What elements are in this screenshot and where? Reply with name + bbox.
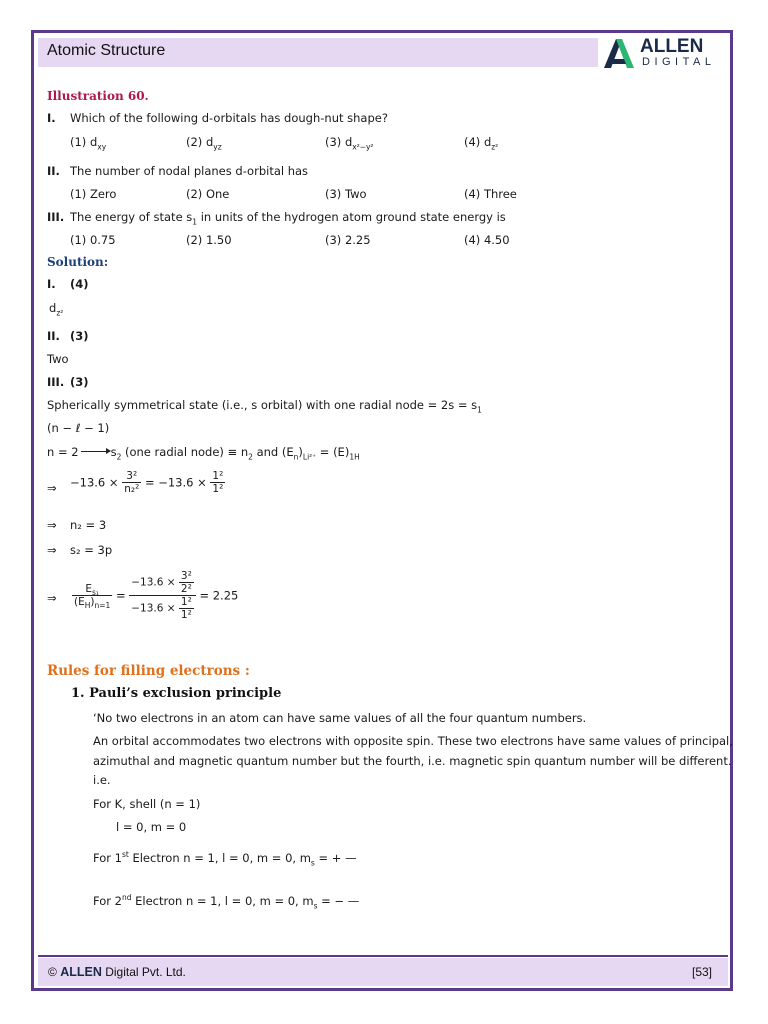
implies-3-icon: ⇒ bbox=[47, 543, 57, 557]
p7-b: Electron n = 1, l = 0, m = 0, m bbox=[128, 851, 311, 865]
q3-text-b: in units of the hydrogen atom ground state energy is bbox=[197, 210, 506, 224]
allen-logo-icon bbox=[602, 37, 638, 69]
solution-line-2: (n − ℓ − 1) bbox=[47, 421, 110, 435]
eq4-equals: = bbox=[115, 588, 126, 603]
q1-option-1-label: (1) d bbox=[70, 135, 98, 149]
eq4-bot: −13.6 × bbox=[131, 602, 176, 615]
solution-line-1-text: Spherically symmetrical state (i.e., s orbital) with one radial node = 2s = s bbox=[47, 398, 478, 412]
line3-b-sub: 2 bbox=[116, 452, 122, 462]
pauli-paragraph-1: ‘No two electrons in an atom can have same values of all the four quantum numbers. bbox=[93, 711, 587, 725]
line3-d: and (E bbox=[252, 445, 294, 459]
q1-option-3-label: (3) d bbox=[325, 135, 353, 149]
eq1-den-2: 1² bbox=[212, 483, 224, 495]
q3-text-sub: 1 bbox=[192, 217, 198, 227]
solution-line-1 bbox=[47, 398, 482, 415]
long-right-arrow-icon bbox=[81, 451, 109, 452]
eq4-den-b: ) bbox=[90, 596, 95, 608]
footer-company: Digital Pvt. Ltd. bbox=[101, 965, 186, 979]
question-3-number: III. bbox=[47, 210, 65, 224]
eq1-num-1: 3² bbox=[122, 470, 141, 483]
line3-e: ) bbox=[298, 445, 303, 459]
pauli-quantum-lm: l = 0, m = 0 bbox=[116, 820, 187, 834]
line3-c: (one radial node) ≡ n bbox=[121, 445, 249, 459]
eq4-rhs-den bbox=[129, 596, 196, 621]
q3-option-4: (4) 4.50 bbox=[464, 233, 510, 247]
eq4-lhs-den bbox=[72, 596, 112, 611]
equation-3: s₂ = 3p bbox=[70, 543, 113, 557]
page-title: Atomic Structure bbox=[47, 42, 166, 59]
illustration-heading: Illustration 60. bbox=[47, 89, 149, 103]
question-2-text: The number of nodal planes d-orbital has bbox=[70, 164, 309, 178]
solution-1-d: d bbox=[49, 301, 57, 315]
implies-2-icon: ⇒ bbox=[47, 518, 57, 532]
solution-line-3 bbox=[47, 445, 360, 462]
q3-option-2: (2) 1.50 bbox=[186, 233, 232, 247]
p8-b: Electron n = 1, l = 0, m = 0, m bbox=[131, 894, 314, 908]
allen-digital-logo bbox=[600, 36, 728, 70]
p7-c: = + — bbox=[314, 851, 357, 865]
copyright-icon: © bbox=[48, 965, 57, 979]
q1-option-4-sub: z² bbox=[491, 142, 499, 152]
eq4-top-num: 3² bbox=[180, 570, 192, 582]
q1-option-1 bbox=[70, 135, 107, 152]
question-1-number: I. bbox=[47, 111, 56, 125]
implies-1-icon: ⇒ bbox=[47, 481, 57, 495]
q3-option-1: (1) 0.75 bbox=[70, 233, 116, 247]
solution-1-orbital bbox=[49, 301, 64, 318]
q1-option-3-sub: x²−y² bbox=[352, 142, 374, 152]
eq4-top-fraction bbox=[179, 570, 194, 595]
p7-sub: s bbox=[310, 858, 315, 868]
second-electron-line bbox=[93, 893, 360, 911]
question-1 bbox=[47, 111, 56, 125]
eq4-rhs-fraction bbox=[129, 570, 196, 621]
line3-c-sub: 2 bbox=[248, 452, 253, 462]
footer-rule bbox=[38, 955, 728, 957]
line3-b: s bbox=[110, 445, 117, 459]
solution-line-1-sub: 1 bbox=[477, 405, 482, 415]
pauli-paragraph-3: azimuthal and magnetic quantum number but the fourth, i.e. magnetic spin quantum number will be different. bbox=[93, 754, 732, 768]
eq4-top: −13.6 × bbox=[131, 576, 176, 589]
line3-a: n = 2 bbox=[47, 445, 79, 459]
eq4-bot-num: 1² bbox=[180, 596, 192, 608]
eq1-lhs: −13.6 × bbox=[70, 475, 119, 490]
implies-4-icon: ⇒ bbox=[47, 591, 57, 605]
eq4-bot-fraction bbox=[179, 596, 194, 621]
eq4-rhs-num bbox=[129, 570, 196, 596]
question-1-text: Which of the following d-orbitals has dough-nut shape? bbox=[70, 111, 388, 125]
q1-option-2 bbox=[186, 135, 222, 152]
q2-option-4: (4) Three bbox=[464, 187, 517, 201]
equation-4 bbox=[72, 570, 238, 621]
q1-option-1-sub: xy bbox=[97, 142, 107, 152]
q2-option-2: (2) One bbox=[186, 187, 230, 201]
eq4-num-sub: s₁ bbox=[92, 588, 99, 598]
eq4-result: = 2.25 bbox=[199, 588, 239, 603]
q3-option-3: (3) 2.25 bbox=[325, 233, 371, 247]
eq4-top-den: 2² bbox=[180, 583, 192, 595]
pauli-heading: 1. Pauli’s exclusion principle bbox=[71, 686, 282, 701]
eq1-mid: = −13.6 × bbox=[144, 475, 207, 490]
line3-d-sub: n bbox=[293, 452, 299, 462]
eq4-den-sub1: H bbox=[84, 601, 91, 611]
footer-copyright bbox=[48, 965, 186, 979]
rules-heading: Rules for filling electrons : bbox=[47, 663, 250, 679]
eq1-fraction-2 bbox=[210, 470, 225, 495]
q3-text-a: The energy of state s bbox=[70, 210, 193, 224]
line3-f: = (E) bbox=[316, 445, 350, 459]
solution-1-d-sub: z² bbox=[56, 308, 64, 318]
pauli-paragraph-2: An orbital accommodates two electrons with opposite spin. These two electrons have same values of principal, bbox=[93, 734, 733, 748]
solution-1-answer: (4) bbox=[70, 277, 89, 291]
p8-a: For 2 bbox=[93, 894, 122, 908]
solution-3-answer: (3) bbox=[70, 375, 89, 389]
q1-option-2-label: (2) d bbox=[186, 135, 214, 149]
eq4-lhs-fraction bbox=[72, 583, 112, 611]
p8-sup: nd bbox=[121, 893, 132, 903]
equation-2: n₂ = 3 bbox=[70, 518, 107, 532]
q1-option-2-sub: yz bbox=[213, 142, 222, 152]
p8-sub: s bbox=[313, 901, 318, 911]
q1-option-4-label: (4) d bbox=[464, 135, 492, 149]
line3-e-sub: Li²⁺ bbox=[302, 452, 317, 462]
solution-2-answer: (3) bbox=[70, 329, 89, 343]
p8-c: = − — bbox=[317, 894, 360, 908]
solution-heading: Solution: bbox=[47, 255, 109, 269]
eq4-den-e: (E bbox=[74, 596, 85, 608]
q2-option-1: (1) Zero bbox=[70, 187, 117, 201]
solution-2-label: II. bbox=[47, 329, 60, 343]
logo-word: ALLEN bbox=[640, 36, 704, 57]
eq4-lhs-num bbox=[72, 583, 112, 596]
solution-1-label: I. bbox=[47, 277, 56, 291]
q1-option-4 bbox=[464, 135, 499, 152]
eq1-fraction-1 bbox=[122, 470, 141, 495]
first-electron-line bbox=[93, 850, 357, 868]
eq4-num-e: E bbox=[85, 583, 92, 595]
pauli-paragraph-4: i.e. bbox=[93, 773, 111, 787]
q1-option-3 bbox=[325, 135, 374, 152]
solution-2-text: Two bbox=[47, 352, 69, 366]
solution-3-label: III. bbox=[47, 375, 65, 389]
equation-1 bbox=[70, 470, 225, 495]
p7-a: For 1 bbox=[93, 851, 122, 865]
line3-f-sub: 1H bbox=[349, 452, 360, 462]
eq4-den-sub2: n=1 bbox=[94, 601, 111, 611]
eq1-den-1: n₂² bbox=[124, 483, 140, 495]
page-number: [53] bbox=[692, 965, 713, 979]
question-2-number: II. bbox=[47, 164, 60, 178]
eq4-bot-den: 1² bbox=[180, 609, 192, 621]
pauli-k-shell: For K, shell (n = 1) bbox=[93, 797, 201, 811]
logo-subtitle: DIGITAL bbox=[642, 56, 716, 68]
p7-sup: st bbox=[121, 850, 129, 860]
question-3-text bbox=[70, 210, 506, 227]
q2-option-3: (3) Two bbox=[325, 187, 367, 201]
eq1-num-2: 1² bbox=[212, 470, 224, 482]
footer-brand: ALLEN bbox=[60, 965, 102, 979]
